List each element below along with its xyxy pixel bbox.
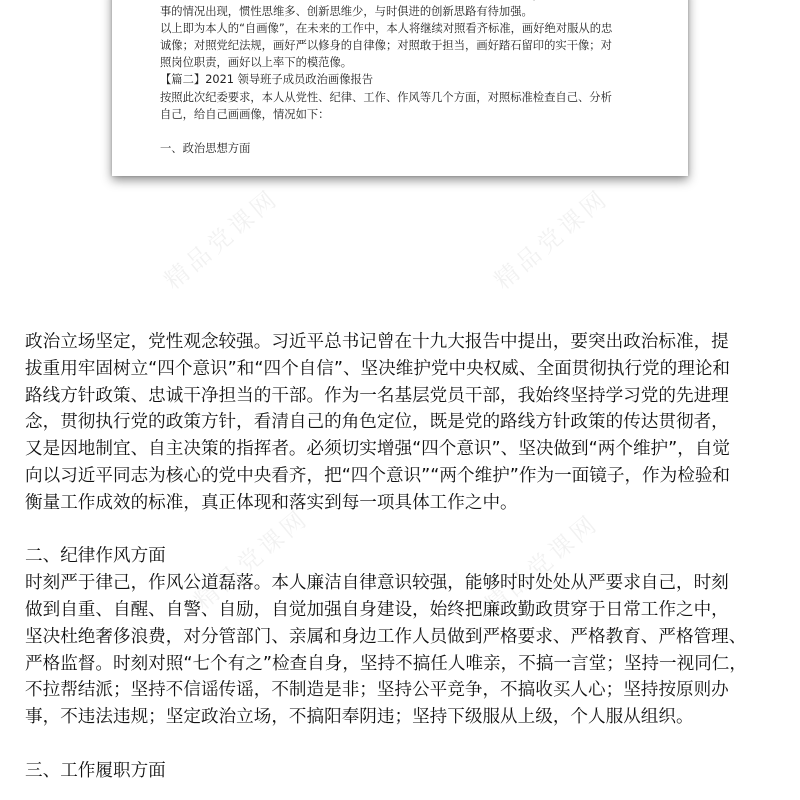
paragraph-line: 衡量工作成效的标准，真正体现和落实到每一项具体工作之中。 (25, 492, 518, 513)
watermark: 精品党课网 (188, 503, 315, 616)
preview-heading: 一、政治思想方面 (160, 141, 251, 155)
watermark: 精品党课网 (158, 183, 285, 296)
section-heading: 三、工作履职方面 (25, 760, 166, 781)
preview-line: 自己，给自己画画像，情况如下： (160, 107, 330, 121)
paragraph-line: 时刻严于律己，作风公道磊落。本人廉洁自律意识较强，能够时时处处从严要求自己，时刻 (25, 573, 729, 594)
document-body (25, 329, 785, 785)
paragraph-line: 拔重用牢固树立“四个意识”和“四个自信”、坚决维护党中央权威、全面贯彻执行党的理论和 (25, 358, 731, 379)
paragraph-line: 念，贯彻执行党的政策方针，看清自己的角色定位，既是党的路线方针政策的传达贯彻者， (25, 412, 729, 433)
preview-text (160, 0, 660, 157)
paragraph-line: 坚决杜绝奢侈浪费，对分管部门、亲属和身边工作人员做到严格要求、严格教育、严格管理、 (25, 626, 747, 647)
preview-section-title: 【篇二】2021 领导班子成员政治画像报告 (160, 73, 374, 87)
paragraph-line: 路线方针政策、忠诚干净担当的干部。作为一名基层党员干部，我始终坚持学习党的先进理 (25, 385, 729, 406)
preview-line: 诚像；对照党纪法规，画好严以修身的自律像；对照敢于担当，画好踏石留印的实干像；对 (160, 39, 612, 53)
watermark: 精品党课网 (488, 183, 615, 296)
paragraph-gap (25, 731, 785, 758)
preview-line: 按照此次纪委要求，本人从党性、纪律、工作、作风等几个方面，对照标准检查自己、分析 (160, 90, 612, 104)
document-preview-card (112, 0, 688, 176)
preview-line: 以上即为本人的“自画像”，在未来的工作中，本人将继续对照看齐标准，画好绝对服从的忠 (160, 22, 613, 36)
paragraph-line: 又是因地制宜、自主决策的指挥者。必须切实增强“四个意识”、坚决做到“两个维护”，自觉 (25, 439, 731, 460)
paragraph-line: 政治立场坚定，党性观念较强。习近平总书记曾在十九大报告中提出，要突出政治标准，提 (25, 332, 729, 352)
paragraph-gap (25, 517, 785, 544)
paragraph-line: 做到自重、自醒、自警、自励，自觉加强自身建设，始终把廉政勤政贯穿于日常工作之中， (25, 599, 729, 620)
preview-line: 照岗位职责，画好以上率下的模范像。 (160, 56, 353, 70)
paragraph-line: 严格监督。时刻对照“七个有之”检查自身，坚持不搞任人唯亲，不搞一言堂；坚持一视同仁， (25, 653, 747, 674)
paragraph-line: 不拉帮结派；坚持不信谣传谣，不制造是非；坚持公平竞争，不搞收买人心；坚持按原则办 (25, 680, 729, 701)
watermark: 精品党课网 (478, 508, 605, 621)
paragraph-line: 向以习近平同志为核心的党中央看齐，把“四个意识”“两个维护”作为一面镜子，作为检验和 (25, 465, 731, 486)
section-heading: 二、纪律作风方面 (25, 546, 166, 567)
paragraph-line: 事，不违法违规；坚定政治立场，不搞阳奉阴违；坚持下级服从上级，个人服从组织。 (25, 707, 694, 728)
preview-line: 事的情况出现，惯性思维多、创新思维少，与时俱进的创新思路有待加强。 (160, 5, 533, 19)
preview-gap (160, 123, 660, 140)
